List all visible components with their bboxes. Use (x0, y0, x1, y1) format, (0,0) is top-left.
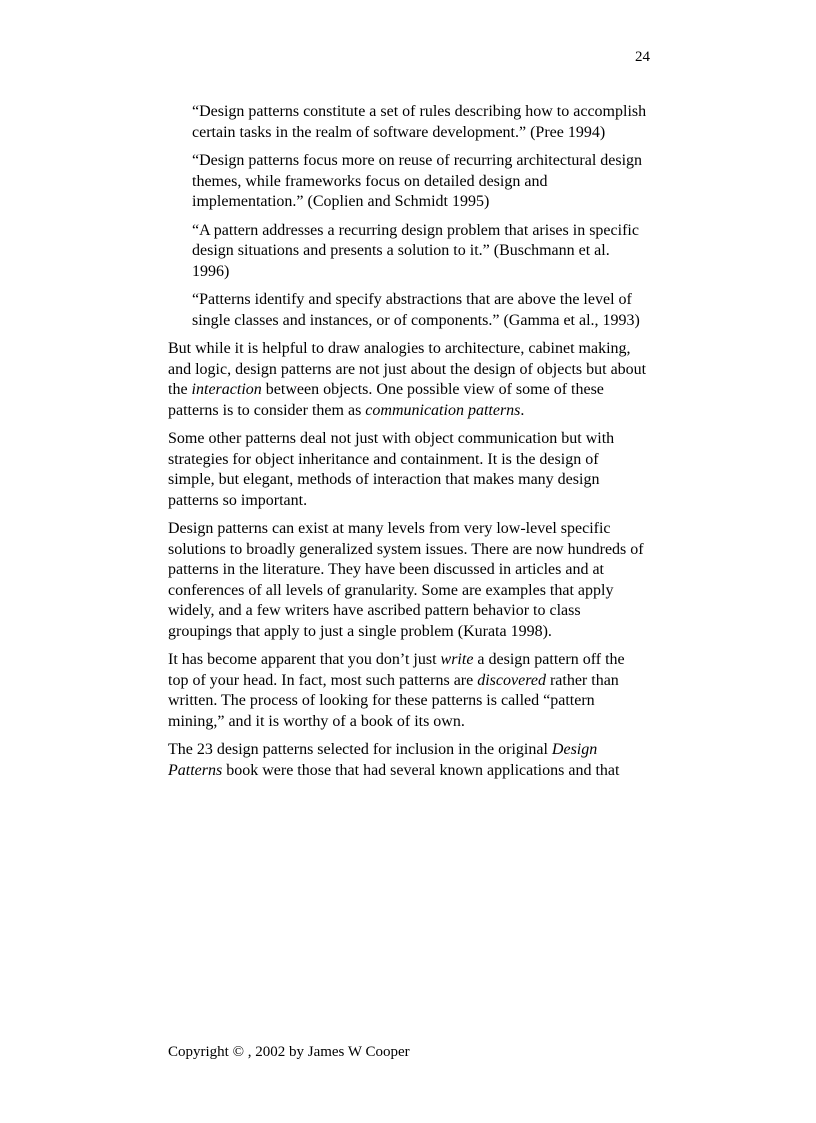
quote-coplien-schmidt: “Design patterns focus more on reuse of recurring architectural design themes, while frameworks focus on detailed design and implementation.” (Coplien and Schmidt 1995) (192, 152, 643, 210)
text-run: The 23 design patterns selected for inclusion in the original (168, 741, 552, 758)
text-run: a design pattern off the top of your head. In fact, most such patterns are (168, 651, 625, 689)
text-run: It has become apparent that you don’t just (168, 651, 441, 668)
page-body (168, 102, 648, 789)
text-run: . (520, 401, 525, 419)
emphasis-book-title: Design Patterns (168, 741, 598, 779)
text-run: But while it is helpful to draw analogies to architecture, cabinet making, and logic, design patterns are not just about the design of objects but about the (168, 340, 647, 398)
copyright-footer: Copyright © , 2002 by James W Cooper (168, 1044, 410, 1060)
paragraph-analogies (168, 339, 648, 421)
quote-pree: “Design patterns constitute a set of rules describing how to accomplish certain tasks in the realm of software development.” (Pree 1994) (192, 103, 647, 141)
quote-gamma: “Patterns identify and specify abstractions that are above the level of single classes and instances, or of components.” (Gamma et al., 1993) (192, 291, 640, 329)
quote-buschmann: “A pattern addresses a recurring design problem that arises in specific design situations and presents a solution to it.” (Buschmann et al. 1996) (192, 221, 639, 280)
paragraph-pattern-mining (168, 650, 648, 732)
emphasis-interaction: interaction (191, 381, 262, 398)
text-run: rather than written. The process of looking for these patterns is called “pattern mining,” and it is worthy of a book of its own. (168, 671, 619, 730)
paragraph-levels: Design patterns can exist at many levels from very low-level specific solutions to broadly generalized system issues. There are now hundreds of patterns in the literature. They have been discussed in articles and at conferences of all levels of granularity. Some are examples that apply widely, and a few writers have ascribed pattern behavior to class groupings that apply to just a single problem (Kurata 1998). (168, 520, 644, 640)
emphasis-communication-patterns: communication patterns (365, 401, 521, 419)
emphasis-discovered: discovered (477, 671, 546, 689)
emphasis-write: write (440, 651, 474, 668)
text-run: book were those that had several known applications and that (222, 761, 620, 779)
text-run: between objects. One possible view of some of these patterns is to consider them as (168, 381, 604, 419)
paragraph-23-patterns (168, 740, 648, 781)
page-number: 24 (635, 49, 650, 65)
paragraph-other-patterns: Some other patterns deal not just with object communication but with strategies for object inheritance and containment. It is the design of simple, but elegant, methods of interaction that makes many design patterns so important. (168, 430, 615, 509)
